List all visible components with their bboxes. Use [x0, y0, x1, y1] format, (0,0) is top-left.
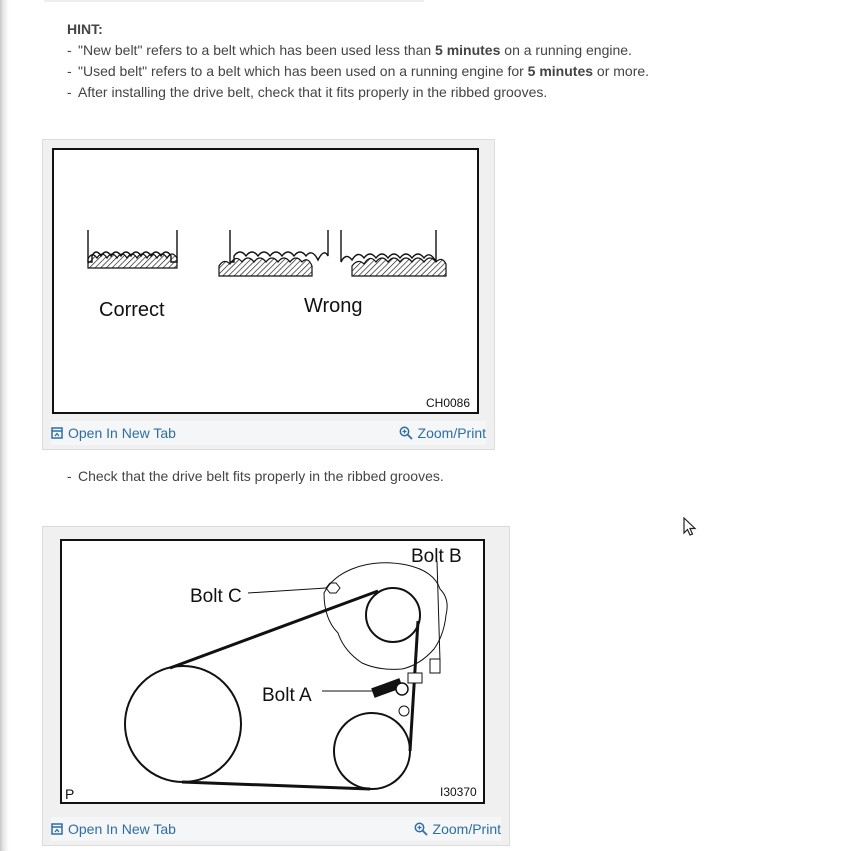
hint-section [67, 19, 649, 103]
figure-belt-fit-footer [51, 421, 486, 445]
zoom-print-link[interactable] [399, 425, 486, 441]
hint-list [67, 40, 649, 103]
external-tab-icon [51, 823, 63, 835]
figure-belt-routing-footer [51, 817, 501, 841]
label-corner: P [65, 786, 75, 802]
label-bolt-b: Bolt B [411, 546, 462, 567]
wrong-belt-drawing-2 [341, 230, 446, 276]
hint-item: - After installing the drive belt, check that it fits properly in the ribbed grooves. [67, 84, 548, 100]
label-bolt-c: Bolt C [190, 586, 242, 607]
top-divider [44, 0, 424, 2]
wrong-belt-drawing-1 [219, 230, 328, 276]
figure-belt-fit [42, 139, 495, 450]
open-in-new-tab-link[interactable] [51, 425, 176, 441]
mouse-pointer-icon [683, 517, 697, 537]
correct-belt-drawing [88, 230, 177, 268]
label-bolt-a: Bolt A [262, 685, 312, 706]
figure-code: CH0086 [426, 396, 471, 410]
external-tab-icon [51, 427, 63, 439]
label-correct: Correct [99, 299, 165, 321]
open-in-new-tab-link[interactable] [51, 821, 176, 837]
figure-belt-routing-image [60, 539, 485, 804]
zoom-in-icon [414, 822, 428, 836]
figure-belt-fit-image [52, 148, 479, 414]
hint-item: - "New belt" refers to a belt which has been used less than 5 minutes on a running engine. [67, 42, 632, 58]
hint-title: HINT: [67, 21, 103, 37]
label-wrong: Wrong [304, 295, 363, 317]
figure-code: I30370 [440, 785, 477, 799]
hint-item: - "Used belt" refers to a belt which has been used on a running engine for 5 minutes or more. [67, 63, 650, 79]
window-left-edge [0, 0, 9, 851]
zoom-print-link[interactable] [414, 821, 501, 837]
figure-belt-routing [42, 526, 510, 846]
step-instruction: - Check that the drive belt fits properly in the ribbed grooves. [67, 468, 444, 484]
zoom-in-icon [399, 426, 413, 440]
open-in-new-tab-label: Open In New Tab [68, 425, 176, 441]
zoom-print-label: Zoom/Print [417, 425, 486, 441]
zoom-print-label: Zoom/Print [432, 821, 501, 837]
open-in-new-tab-label: Open In New Tab [68, 821, 176, 837]
belt-routing-diagram [62, 541, 483, 802]
step-instruction-text: Check that the drive belt fits properly in the ribbed grooves. [78, 468, 444, 484]
belt-fit-diagram [54, 150, 477, 412]
